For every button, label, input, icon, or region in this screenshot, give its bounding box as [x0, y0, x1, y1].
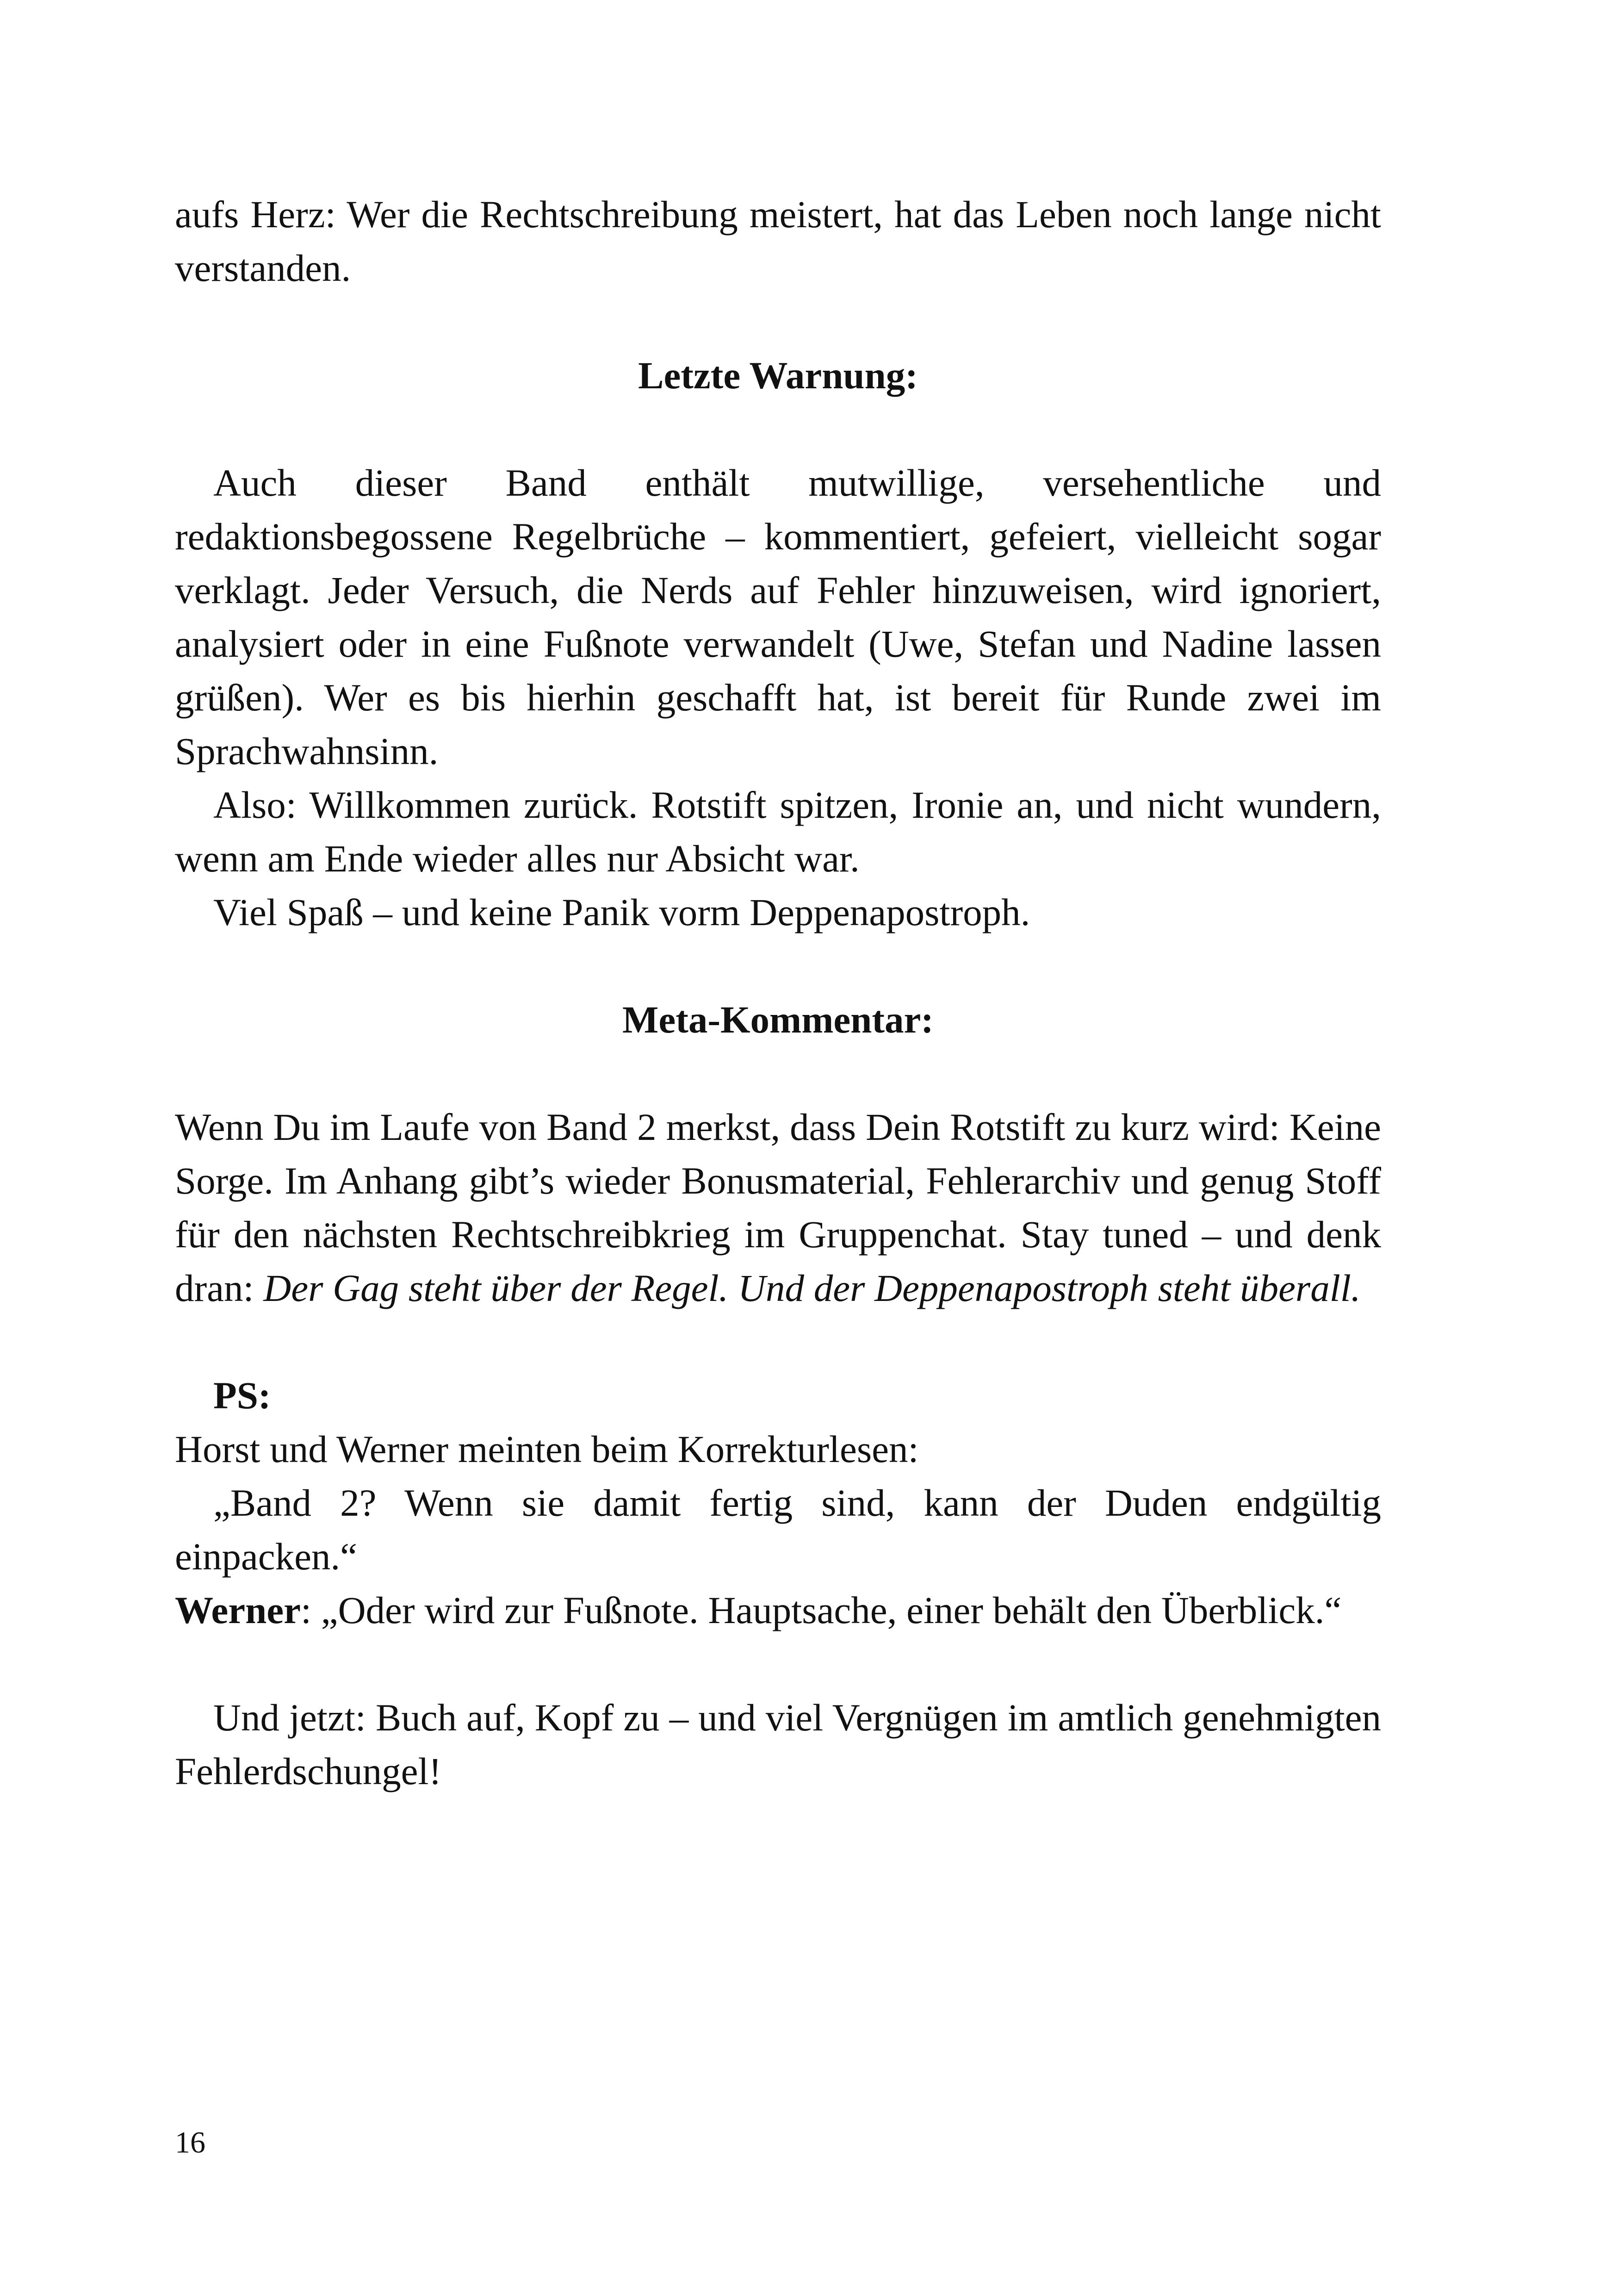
spacer: [175, 1315, 1381, 1369]
ps-speaker: Werner: [175, 1589, 301, 1631]
intro-paragraph: aufs Herz: Wer die Rechtschreibung meistert, hat das Leben noch lange nicht verstanden.: [175, 193, 1381, 289]
ps-line: Horst und Werner meinten beim Korrekturlesen:: [175, 1428, 919, 1470]
ps-label: PS:: [213, 1374, 271, 1417]
meta-text: Wenn Du im Laufe von Band 2 merkst, dass Dein Rotstift zu kurz wird: Keine Sorge. Im Anhang gibt’s wieder Bonusmaterial, Fehlerarchiv und genug Stoff für den nächsten Rechtschreibkrieg im Gruppenchat. Stay tuned – und denk dran:: [175, 1106, 1381, 1309]
warning-paragraph: Also: Willkommen zurück. Rotstift spitzen, Ironie an, und nicht wundern, wenn am Ende wieder alles nur Absicht war.: [175, 784, 1381, 880]
warning-paragraph: Viel Spaß – und keine Panik vorm Deppenapostroph.: [213, 891, 1030, 933]
closing-paragraph: Und jetzt: Buch auf, Kopf zu – und viel Vergnügen im amtlich genehmigten Fehlerdschungel!: [175, 1696, 1381, 1792]
page-number: 16: [175, 2126, 205, 2159]
ps-quote: „Band 2? Wenn sie damit fertig sind, kann der Duden endgültig einpacken.“: [175, 1481, 1381, 1578]
warning-paragraph: Auch dieser Band enthält mutwillige, versehentliche und redaktionsbegossene Regelbrüche – kommentiert, gefeiert, vielleicht sogar verklagt. Jeder Versuch, die Nerds auf Fehler hinzuweisen, wird ignoriert, analysiert oder in eine Fußnote verwandelt (Uwe, Stefan und Nadine lassen grüßen). Wer es bis hierhin geschafft hat, ist bereit für Runde zwei im Sprachwahnsinn.: [175, 461, 1381, 772]
ps-reply-text: : „Oder wird zur Fußnote. Hauptsache, einer behält den Überblick.“: [300, 1589, 1342, 1631]
meta-paragraph: [175, 1100, 1381, 1315]
page-body: [175, 187, 1381, 1798]
warning-heading: Letzte Warnung:: [638, 354, 918, 397]
spacer: [175, 1637, 1381, 1691]
warning-section: [175, 456, 1381, 939]
meta-heading: Meta-Kommentar:: [622, 998, 934, 1041]
ps-reply: [175, 1583, 1381, 1637]
meta-italic-text: Der Gag steht über der Regel. Und der Deppenapostroph steht überall.: [263, 1267, 1361, 1309]
